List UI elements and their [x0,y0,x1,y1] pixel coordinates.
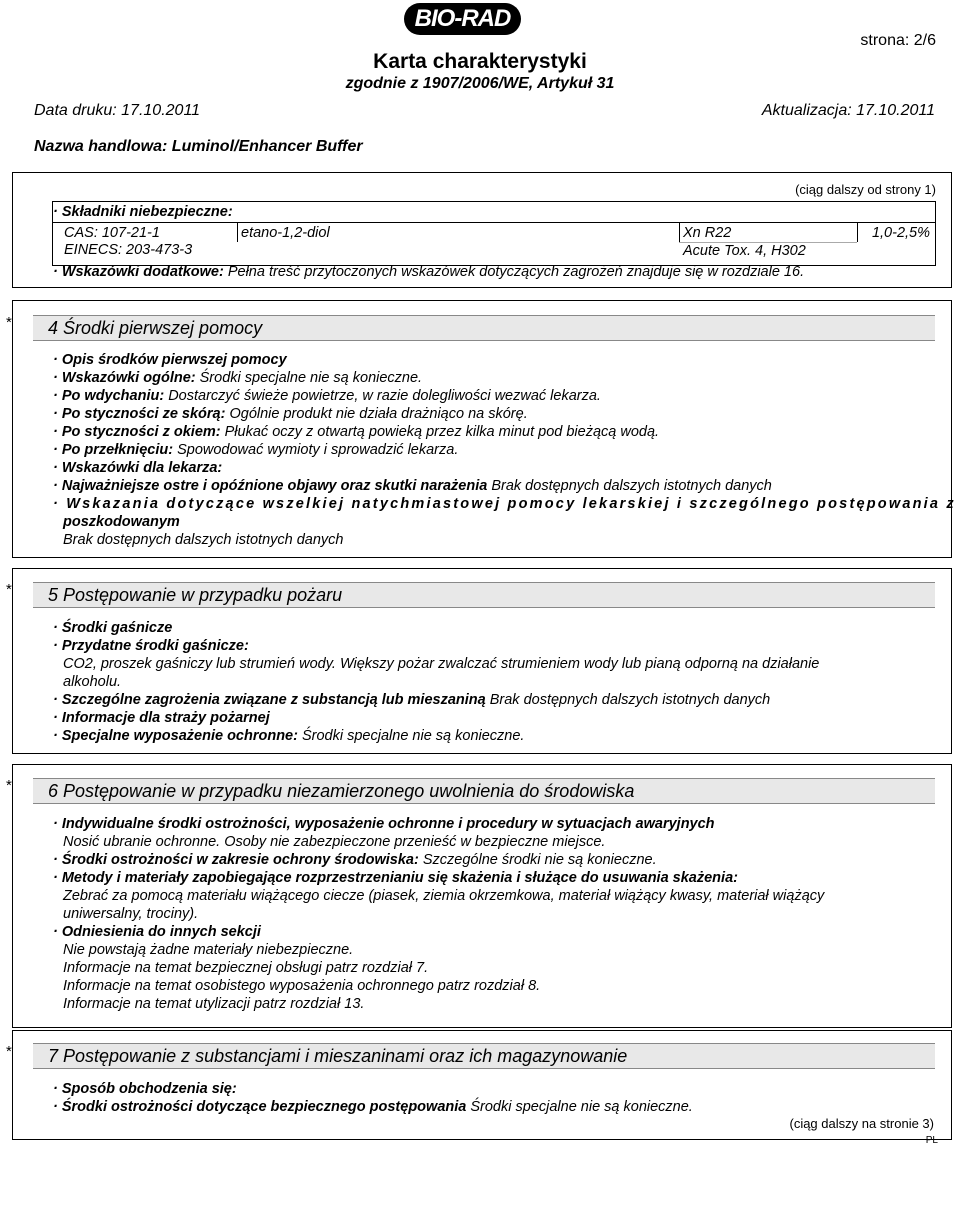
table-col-divider [237,222,238,242]
safe-handling-text: Środki specjalne nie są konieczne. [470,1099,693,1115]
table-col-divider-2 [679,222,680,242]
skin-contact-label: · Po styczności ze skórą: [53,406,226,422]
section6-right-border [951,764,952,1028]
document-title: Karta charakterystyki [373,50,587,73]
section3-bottom [12,287,952,288]
section6-change-marker: * [6,777,12,794]
section5-bottom [12,753,952,754]
extinguishing-media: · Środki gaśnicze [53,620,173,636]
other-sections-label: · Odniesienia do innych sekcji [53,924,261,940]
section7-title: 7 Postępowanie z substancjami i mieszaninami oraz ich magazynowanie [33,1043,935,1069]
environmental-precautions-text: Szczególne środki nie są konieczne. [422,852,657,868]
section6-top [12,764,952,765]
section6-bottom [12,1027,952,1028]
protective-equipment-text: Środki specjalne nie są konieczne. [301,728,525,744]
section4-change-marker: * [6,314,12,331]
print-date: Data druku: 17.10.2011 [34,102,201,119]
section5-top [12,568,952,569]
symptoms-text: Brak dostępnych dalszych istotnych danych [491,478,772,494]
section4-right-border [951,300,952,558]
other-sections-text-1: Nie powstają żadne materiały niebezpieczne. [63,942,354,958]
ingredients-heading: · Składniki niebezpieczne: [53,204,233,220]
suitable-media-text: CO2, proszek gaśniczy lub strumień wody. Większy pożar zwalczać strumieniem wody lub pianą odporną na działanie [63,656,820,672]
firefighter-advice: · Informacje dla straży pożarnej [53,710,270,726]
general-notes-label: · Wskazówki ogólne: [53,370,196,386]
extra-info-label: · Wskazówki dodatkowe: [53,264,224,280]
ingestion-text: Spowodować wymioty i sprowadzić lekarza. [177,442,459,458]
document-subtitle: zgodnie z 1907/2006/WE, Artykuł 31 [345,75,615,92]
header-divider [12,172,952,173]
special-hazards-text: Brak dostępnych dalszych istotnych danych [489,692,771,708]
containment-methods-text-cont: uniwersalny, trociny). [63,906,199,922]
symptoms-label: · Najważniejsze ostre i opóźnione objawy oraz skutki narażenia [53,478,488,494]
first-aid-description: · Opis środków pierwszej pomocy [53,352,287,368]
doctor-notes-label: · Wskazówki dla lekarza: [53,460,223,476]
eye-contact-label: · Po styczności z okiem: [53,424,221,440]
table-header-divider [53,222,935,223]
section7-change-marker: * [6,1043,12,1060]
section5-change-marker: * [6,581,12,598]
page-bottom-rule [12,1139,952,1140]
section5-right-border [951,568,952,754]
concentration: 1,0-2,5% [871,225,930,241]
extra-info-text: Pełna treść przytoczonych wskazówek dotyczących zagrożeń znajduje się w rozdziale 16. [227,264,805,280]
inhalation-label: · Po wdychaniu: [53,388,165,404]
other-sections-text-3: Informacje na temat osobistego wyposażenia ochronnego patrz rozdział 8. [63,978,541,994]
section4-left-border [12,300,13,558]
skin-contact-text: Ogólnie produkt nie działa drażniąco na skórę. [229,406,528,422]
personal-precautions-label: · Indywidualne środki ostrożności, wyposażenie ochronne i procedury w sytuacjach awaryjnych [53,816,715,832]
continued-to: (ciąg dalszy na stronie 3) [789,1116,934,1131]
logo-text: BIO-RAD [414,5,511,32]
section7-right-border [951,1030,952,1140]
section4-top [12,300,952,301]
eye-contact-text: Płukać oczy z otwartą powieką przez kilka minut pod bieżącą wodą. [224,424,660,440]
containment-methods-text: Zebrać za pomocą materiału wiążącego ciecze (piasek, ziemia okrzemkowa, materiał wiążący kwasy, materiał wiążący [63,888,825,904]
section5-title: 5 Postępowanie w przypadku pożaru [33,582,935,608]
protective-equipment-label: · Specjalne wyposażenie ochronne: [53,728,298,744]
general-notes-text: Środki specjalne nie są konieczne. [199,370,423,386]
language-code: PL [925,1135,938,1146]
section5-left-border [12,568,13,754]
section6-title: 6 Postępowanie w przypadku niezamierzonego uwolnienia do środowiska [33,778,935,804]
table-col-divider-3 [857,222,858,242]
suitable-media-text-cont: alkoholu. [63,674,122,690]
personal-precautions-text: Nosić ubranie ochronne. Osoby nie zabezpieczone przenieść w bezpieczne miejsce. [63,834,606,850]
other-sections-text-4: Informacje na temat utylizacji patrz rozdział 13. [63,996,365,1012]
einecs-number: EINECS: 203-473-3 [64,242,193,258]
section3-left-border [12,172,13,288]
classification-r: Xn R22 [683,225,732,241]
section4-bottom [12,557,952,558]
section7-left-border [12,1030,13,1140]
containment-methods-label: · Metody i materiały zapobiegające rozprzestrzenianiu się skażenia i służące do usuwania skażenia: [53,870,738,886]
section4-title: 4 Środki pierwszej pomocy [33,315,935,341]
medical-attention-label-cont: poszkodowanym [63,514,180,530]
extra-info [53,263,804,281]
ingestion-label: · Po przełknięciu: [53,442,174,458]
classification-h: Acute Tox. 4, H302 [683,243,806,259]
environmental-precautions-label: · Środki ostrożności w zakresie ochrony środowiska: [53,852,419,868]
other-sections-text-2: Informacje na temat bezpiecznej obsługi patrz rozdział 7. [63,960,429,976]
section3-right-border [951,172,952,288]
substance-name: etano-1,2-diol [241,225,330,241]
suitable-media-label: · Przydatne środki gaśnicze: [53,638,249,654]
update-date: Aktualizacja: 17.10.2011 [761,102,935,119]
medical-attention-label: · Wskazania dotyczące wszelkiej natychmiastowej pomocy lekarskiej i szczególnego postępowania z [53,496,956,512]
section6-left-border [12,764,13,1028]
trade-name: Nazwa handlowa: Luminol/Enhancer Buffer [34,138,363,155]
continued-from: (ciąg dalszy od strony 1) [795,182,936,197]
special-hazards-label: · Szczególne zagrożenia związane z substancją lub mieszaniną [53,692,486,708]
bio-rad-logo [404,3,521,35]
page-number: strona: 2/6 [860,32,936,49]
safe-handling-label: · Środki ostrożności dotyczące bezpiecznego postępowania [53,1099,467,1115]
cas-number: CAS: 107-21-1 [64,225,160,241]
inhalation-text: Dostarczyć świeże powietrze, w razie dolegliwości wezwać lekarza. [168,388,601,404]
handling-label: · Sposób obchodzenia się: [53,1081,237,1097]
section7-top [12,1030,952,1031]
medical-attention-text: Brak dostępnych dalszych istotnych danych [63,532,344,548]
